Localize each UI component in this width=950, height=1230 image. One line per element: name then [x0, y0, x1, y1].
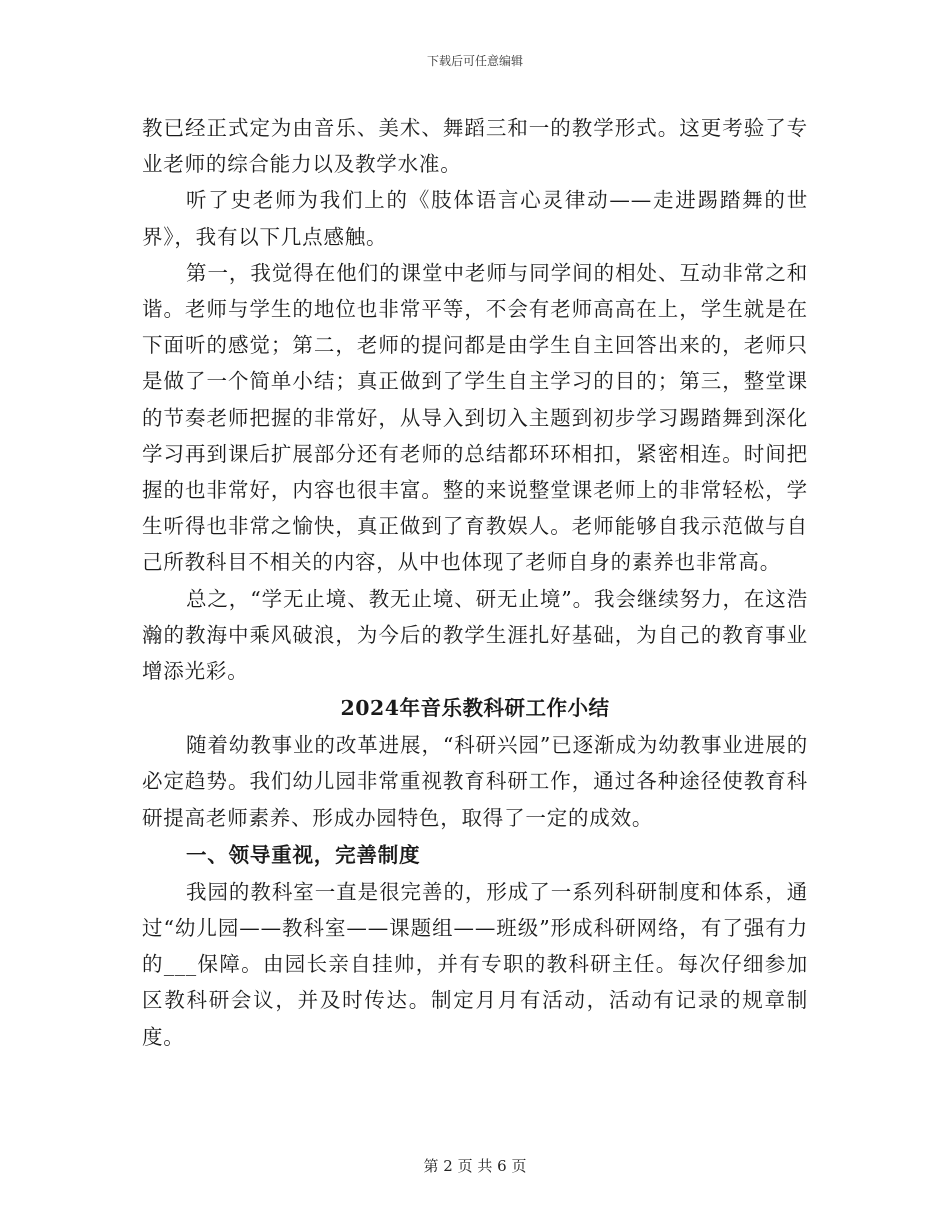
page-number: 第 2 页 共 6 页 — [423, 1157, 527, 1175]
sub-heading-leadership: 一、领导重视，完善制度 — [186, 842, 421, 867]
document-body — [142, 110, 808, 1055]
paragraph-section-intro: 随着幼教事业的改革进展，“科研兴园”已逐渐成为幼教事业进展的必定趋势。我们幼儿园非常重视教育科研工作，通过各种途径使教育科研提高老师素养、形成办园特色，取得了一定的成效。 — [142, 733, 808, 830]
section-title: 2024年音乐教科研工作小结 — [340, 696, 610, 721]
paragraph-system: 我园的教科室一直是很完善的，形成了一系列科研制度和体系，通过“幼儿园——教科室——课题组——班级”形成科研网络，有了强有力的___保障。由园长亲自挂帅，并有专职的教科研主任。每次仔细参加区教科研会议，并及时传达。制定月月有活动，活动有记录的规章制度。 — [142, 879, 808, 1049]
paragraph-continuation: 教已经正式定为由音乐、美术、舞蹈三和一的教学形式。这更考验了专业老师的综合能力以及教学水准。 — [142, 116, 808, 177]
paragraph-observations: 第一，我觉得在他们的课堂中老师与同学间的相处、互动非常之和谐。老师与学生的地位也非常平等，不会有老师高高在上，学生就是在下面听的感觉；第二，老师的提问都是由学生自主回答出来的，老师只是做了一个简单小结；真正做到了学生自主学习的目的；第三，整堂课的节奏老师把握的非常好，从导入到切入主题到初步学习踢踏舞到深化学习再到课后扩展部分还有老师的总结都环环相扣，紧密相连。时间把握的也非常好，内容也很丰富。整的来说整堂课老师上的非常轻松，学生听得也非常之愉快，真正做到了育教娱人。老师能够自我示范做与自己所教科目不相关的内容，从中也体现了老师自身的素养也非常高。 — [142, 260, 808, 575]
page-header-note: 下载后可任意编辑 — [426, 54, 523, 68]
paragraph-intro: 听了史老师为我们上的《肢体语言心灵律动——走进踢踏舞的世界》，我有以下几点感触。 — [142, 188, 808, 249]
paragraph-conclusion: 总之，“学无止境、教无止境、研无止境”。我会继续努力，在这浩瀚的教海中乘风破浪，为今后的教学生涯扎好基础，为自己的教育事业增添光彩。 — [142, 586, 808, 684]
